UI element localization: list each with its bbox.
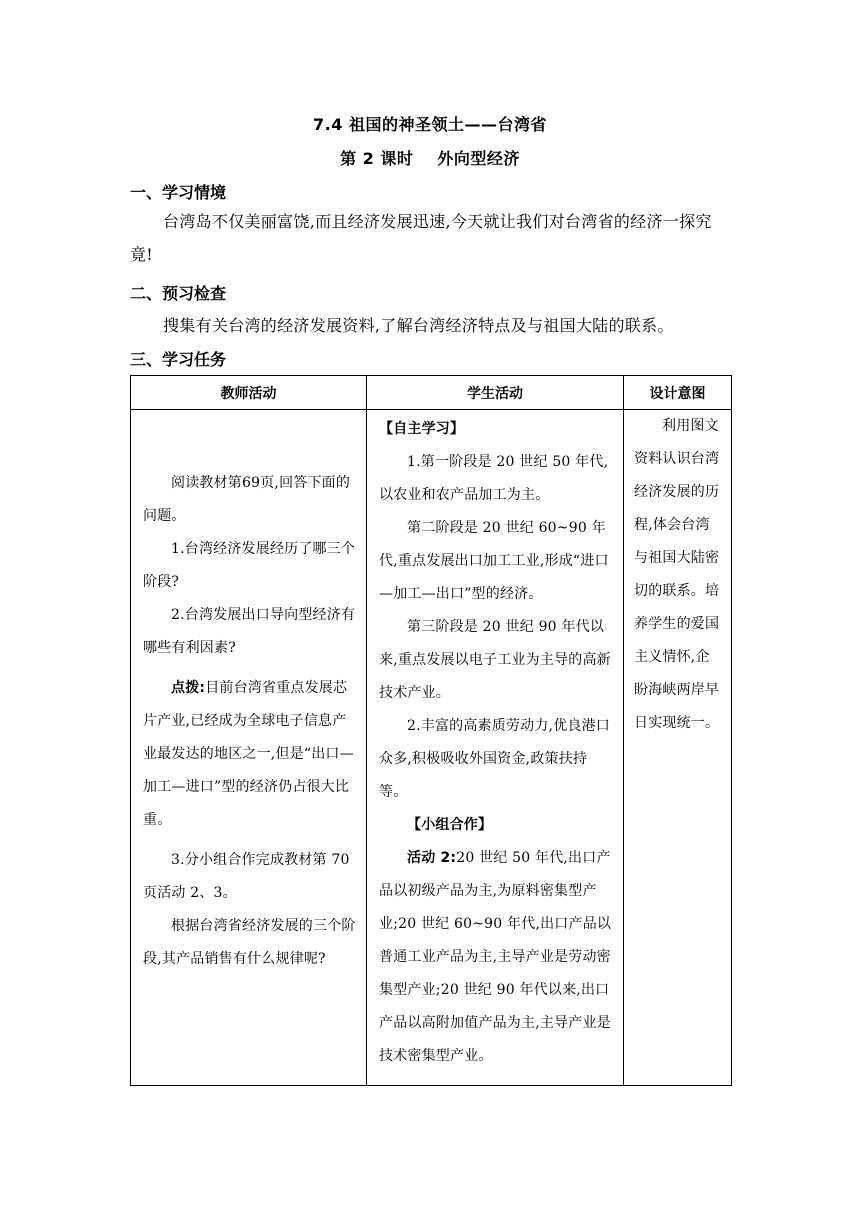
student-answer-3: 第三阶段是 20 世纪 90 年代以来,重点发展以电子工业为主导的高新技术产业。: [379, 619, 611, 701]
hint-text: 目前台湾省重点发展芯片产业,已经成为全球电子信息产业最发达的地区之一,但是“出口—加工—进口”型的经济仍占很大比重。: [143, 680, 354, 828]
section-heading-preview: 二、预习检查: [130, 284, 227, 303]
header-design-intent: 设计意图: [624, 376, 732, 410]
activity-label: 活动 2:: [407, 850, 457, 866]
student-answer-1: 1.第一阶段是 20 世纪 50 年代,以农业和农产品加工为主。: [379, 454, 609, 503]
student-activity-cell: [367, 410, 624, 1086]
student-answer-4: 2.丰富的高素质劳动力,优良港口众多,积极吸收外国资金,政策扶持等。: [379, 718, 611, 800]
lesson-activity-table: [130, 375, 732, 1086]
header-teacher-activity: 教师活动: [131, 376, 367, 410]
table-row: [131, 410, 732, 1086]
design-intent-text: 利用图文资料认识台湾经济发展的历程,体会台湾与祖国大陆密切的联系。培养学生的爱国主义情怀,企盼海峡两岸早日实现统一。: [634, 418, 720, 731]
table-header-row: [131, 376, 732, 410]
teacher-question-1: 1.台湾经济发展经历了哪三个阶段?: [143, 541, 356, 590]
self-study-tag: 【自主学习】: [379, 421, 465, 437]
teacher-hint: [143, 672, 356, 837]
student-activity-2: [379, 842, 615, 1073]
student-answer-2: 第二阶段是 20 世纪 60~90 年代,重点发展出口加工工业,形成“进口—加工—出口”型的经济。: [379, 520, 609, 602]
teacher-text: 阅读教材第69页,回答下面的问题。: [143, 475, 351, 524]
section-text-context: 台湾岛不仅美丽富饶,而且经济发展迅速,今天就让我们对台湾省的经济一探究竟!: [130, 212, 712, 264]
document-title: 7.4 祖国的神圣领土——台湾省: [313, 115, 547, 134]
teacher-question-2: 2.台湾发展出口导向型经济有哪些有利因素?: [143, 607, 356, 656]
section-heading-tasks: 三、学习任务: [130, 350, 227, 369]
section-text-preview: 搜集有关台湾的经济发展资料,了解台湾经济特点及与祖国大陆的联系。: [163, 316, 674, 335]
hint-label: 点拨:: [171, 680, 206, 696]
lesson-number: 第 2 课时: [340, 149, 414, 168]
document-subtitle: [0, 146, 860, 169]
lesson-topic: 外向型经济: [437, 149, 520, 168]
group-work-tag: 【小组合作】: [407, 817, 493, 833]
teacher-activity-cell: [131, 410, 367, 1086]
teacher-question-3: 3.分小组合作完成教材第 70 页活动 2、3。: [143, 852, 350, 901]
section-heading-context: 一、学习情境: [130, 183, 227, 202]
header-student-activity: 学生活动: [367, 376, 624, 410]
design-intent-cell: [624, 410, 732, 1086]
activity-text: 20 世纪 50 年代,出口产品以初级产品为主,为原料密集型产业;20 世纪 60~90 年代,出口产品以普通工业产品为主,主导产业是劳动密集型产业;20 世纪 90 年代以来,出口产品以高附加值产品为主,主导产业是技术密集型产业。: [379, 850, 612, 1064]
teacher-question-4: 根据台湾省经济发展的三个阶段,其产品销售有什么规律呢?: [143, 918, 356, 967]
